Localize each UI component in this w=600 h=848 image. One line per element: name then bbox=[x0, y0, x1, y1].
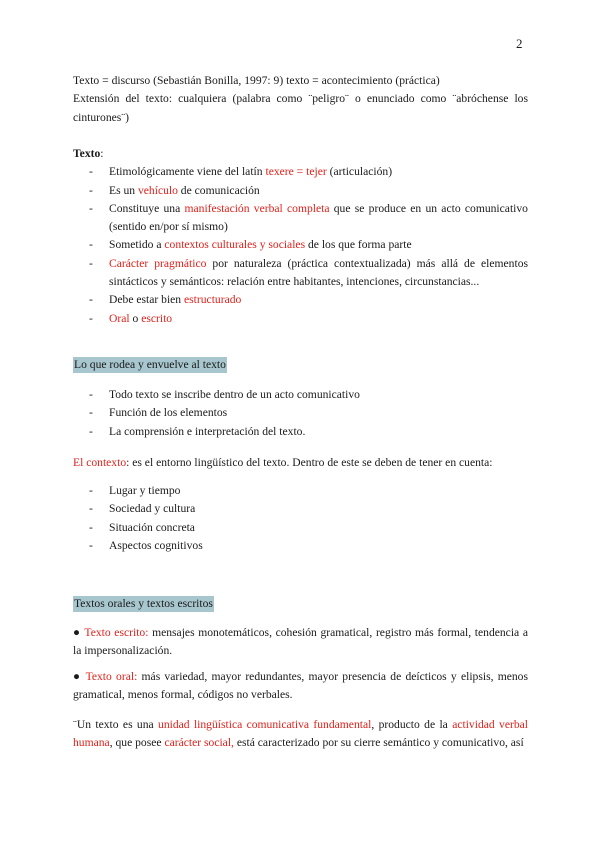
list-item: - Carácter pragmático por naturaleza (práctica contextualizada) más allá de elementos sintácticos y semánticos: relación entre habitantes, intenciones, circunstancias... bbox=[89, 256, 529, 289]
list-item: - Aspectos cognitivos bbox=[89, 538, 203, 552]
intro-line-2: Extensión del texto: cualquiera (palabra como ¨peligro¨ o enunciado como ¨abróchense los cinturones¨) bbox=[73, 92, 528, 124]
list-item: - Debe estar bien estructurado bbox=[89, 293, 242, 307]
list-item: - Sociedad y cultura bbox=[89, 502, 196, 516]
bullet-icon: ● bbox=[73, 626, 81, 639]
orales-heading: Textos orales y textos escritos bbox=[74, 597, 213, 610]
list-item: - Constituye una manifestación verbal completa que se produce en un acto comunicativo (sentido en/por sí mismo) bbox=[89, 201, 528, 234]
list-item: - La comprensión e interpretación del texto. bbox=[89, 424, 306, 438]
texto-oral-paragraph bbox=[73, 668, 528, 705]
list-item: - Todo texto se inscribe dentro de un acto comunicativo bbox=[89, 388, 360, 401]
orales-heading-block bbox=[73, 595, 528, 613]
contexto-list bbox=[73, 482, 528, 555]
list-item: - Función de los elementos bbox=[89, 406, 228, 420]
list-item: - Oral o escrito bbox=[89, 311, 173, 325]
texto-escrito-text: mensajes monotemáticos, cohesión gramatical, registro más formal, tendencia a la impersonalización. bbox=[73, 626, 528, 658]
texto-heading-colon: : bbox=[100, 147, 104, 160]
intro-block bbox=[73, 72, 528, 127]
rodea-heading-block bbox=[73, 356, 528, 374]
rodea-list bbox=[73, 386, 528, 441]
contexto-paragraph bbox=[73, 454, 528, 472]
texto-section bbox=[73, 145, 528, 328]
texto-oral-text: más variedad, mayor redundantes, mayor presencia de deícticos y elipsis, menos gramatical, menos formal, códigos no verbales. bbox=[73, 670, 528, 702]
texto-list bbox=[73, 163, 528, 328]
bullet-icon: ● bbox=[73, 670, 82, 683]
list-item: - Sometido a contextos culturales y sociales de los que forma parte bbox=[89, 238, 412, 252]
intro-line-1: Texto = discurso (Sebastián Bonilla, 1997: 9) texto = acontecimiento (práctica) bbox=[73, 74, 440, 87]
texto-oral-label: Texto oral: bbox=[85, 670, 138, 683]
contexto-text: : es el entorno lingüístico del texto. Dentro de este se deben de tener en cuenta: bbox=[126, 456, 493, 469]
final-paragraph: ¨Un texto es una unidad lingüística comunicativa fundamental, producto de la actividad verbal humana, que posee carácter social, está caracterizado por su cierre semántico y comunicativo, así bbox=[73, 718, 528, 750]
texto-heading: Texto bbox=[73, 147, 101, 160]
list-item: - Es un vehículo de comunicación bbox=[89, 183, 260, 197]
page-number: 2 bbox=[516, 36, 523, 51]
contexto-section bbox=[73, 482, 528, 555]
rodea-section bbox=[73, 386, 528, 441]
contexto-label: El contexto bbox=[73, 456, 127, 469]
texto-escrito-label: Texto escrito: bbox=[84, 626, 149, 639]
texto-heading-line bbox=[73, 145, 528, 163]
list-item: - Etimológicamente viene del latín texere = tejer (articulación) bbox=[89, 165, 393, 179]
texto-escrito-paragraph bbox=[73, 624, 528, 661]
list-item: - Lugar y tiempo bbox=[89, 484, 181, 497]
rodea-heading: Lo que rodea y envuelve al texto bbox=[74, 358, 226, 371]
list-item: - Situación concreta bbox=[89, 520, 195, 534]
